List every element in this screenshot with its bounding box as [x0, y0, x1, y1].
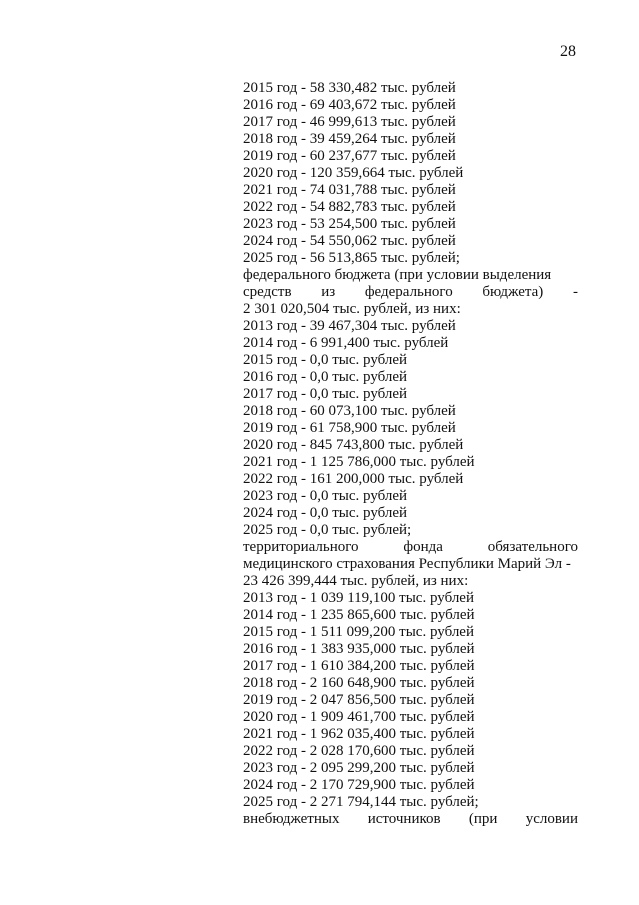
territorial-fund-paragraph: [243, 539, 578, 590]
word: федерального: [364, 284, 453, 300]
list-item: 2022 год - 54 882,783 тыс. рублей: [243, 199, 456, 215]
territorial-intro-line-3: 23 426 399,444 тыс. рублей, из них:: [243, 573, 469, 589]
list-item: 2015 год - 58 330,482 тыс. рублей: [243, 80, 456, 96]
list-item: 2020 год - 845 743,800 тыс. рублей: [243, 437, 464, 453]
list-item: 2016 год - 1 383 935,000 тыс. рублей: [243, 641, 475, 657]
document-body: [243, 80, 578, 828]
list-item: 2025 год - 0,0 тыс. рублей;: [243, 522, 412, 538]
federal-intro-line-1: федерального бюджета (при условии выделения: [243, 267, 552, 283]
territorial-intro-line-2: медицинского страхования Республики Марий Эл -: [243, 556, 571, 572]
list-item: 2013 год - 1 039 119,100 тыс. рублей: [243, 590, 474, 606]
list-item: 2019 год - 60 237,677 тыс. рублей: [243, 148, 456, 164]
word: -: [572, 284, 578, 300]
list-item: 2021 год - 74 031,788 тыс. рублей: [243, 182, 456, 198]
word: обязательного: [487, 539, 578, 555]
federal-budget-years-list: [243, 318, 578, 539]
list-item: 2022 год - 161 200,000 тыс. рублей: [243, 471, 464, 487]
word: территориального: [243, 539, 359, 555]
list-item: 2016 год - 0,0 тыс. рублей: [243, 369, 408, 385]
list-item: 2017 год - 46 999,613 тыс. рублей: [243, 114, 456, 130]
word: бюджета): [482, 284, 544, 300]
list-item: 2015 год - 1 511 099,200 тыс. рублей: [243, 624, 474, 640]
list-item: 2022 год - 2 028 170,600 тыс. рублей: [243, 743, 475, 759]
list-item: 2014 год - 1 235 865,600 тыс. рублей: [243, 607, 475, 623]
extrabudget-intro-line-1: [243, 811, 578, 828]
list-item: 2018 год - 39 459,264 тыс. рублей: [243, 131, 456, 147]
list-item: 2013 год - 39 467,304 тыс. рублей: [243, 318, 456, 334]
federal-budget-paragraph: [243, 267, 578, 318]
page-number: 28: [560, 43, 576, 60]
list-item: 2025 год - 2 271 794,144 тыс. рублей;: [243, 794, 479, 810]
territorial-intro-line-1: [243, 539, 578, 556]
list-item: 2025 год - 56 513,865 тыс. рублей;: [243, 250, 460, 266]
list-item: 2017 год - 1 610 384,200 тыс. рублей: [243, 658, 475, 674]
list-item: 2017 год - 0,0 тыс. рублей: [243, 386, 408, 402]
list-item: 2024 год - 54 550,062 тыс. рублей: [243, 233, 456, 249]
list-item: 2015 год - 0,0 тыс. рублей: [243, 352, 408, 368]
list-item: 2021 год - 1 962 035,400 тыс. рублей: [243, 726, 475, 742]
federal-intro-line-3: 2 301 020,504 тыс. рублей, из них:: [243, 301, 461, 317]
word: условии: [525, 811, 578, 827]
list-item: 2023 год - 53 254,500 тыс. рублей: [243, 216, 456, 232]
territorial-fund-years-list: [243, 590, 578, 811]
list-item: 2019 год - 61 758,900 тыс. рублей: [243, 420, 456, 436]
list-item: 2020 год - 120 359,664 тыс. рублей: [243, 165, 464, 181]
word: (при: [468, 811, 498, 827]
regional-budget-years-list: [243, 80, 578, 267]
word: из: [321, 284, 336, 300]
list-item: 2019 год - 2 047 856,500 тыс. рублей: [243, 692, 475, 708]
list-item: 2018 год - 2 160 648,900 тыс. рублей: [243, 675, 475, 691]
list-item: 2020 год - 1 909 461,700 тыс. рублей: [243, 709, 475, 725]
extrabudget-paragraph: [243, 811, 578, 828]
word: средств: [243, 284, 292, 300]
list-item: 2014 год - 6 991,400 тыс. рублей: [243, 335, 449, 351]
list-item: 2023 год - 0,0 тыс. рублей: [243, 488, 408, 504]
word: внебюджетных: [243, 811, 340, 827]
list-item: 2016 год - 69 403,672 тыс. рублей: [243, 97, 456, 113]
list-item: 2021 год - 1 125 786,000 тыс. рублей: [243, 454, 475, 470]
word: источников: [367, 811, 441, 827]
list-item: 2018 год - 60 073,100 тыс. рублей: [243, 403, 456, 419]
word: фонда: [403, 539, 443, 555]
list-item: 2023 год - 2 095 299,200 тыс. рублей: [243, 760, 475, 776]
list-item: 2024 год - 2 170 729,900 тыс. рублей: [243, 777, 475, 793]
list-item: 2024 год - 0,0 тыс. рублей: [243, 505, 408, 521]
federal-intro-line-2: [243, 284, 578, 301]
